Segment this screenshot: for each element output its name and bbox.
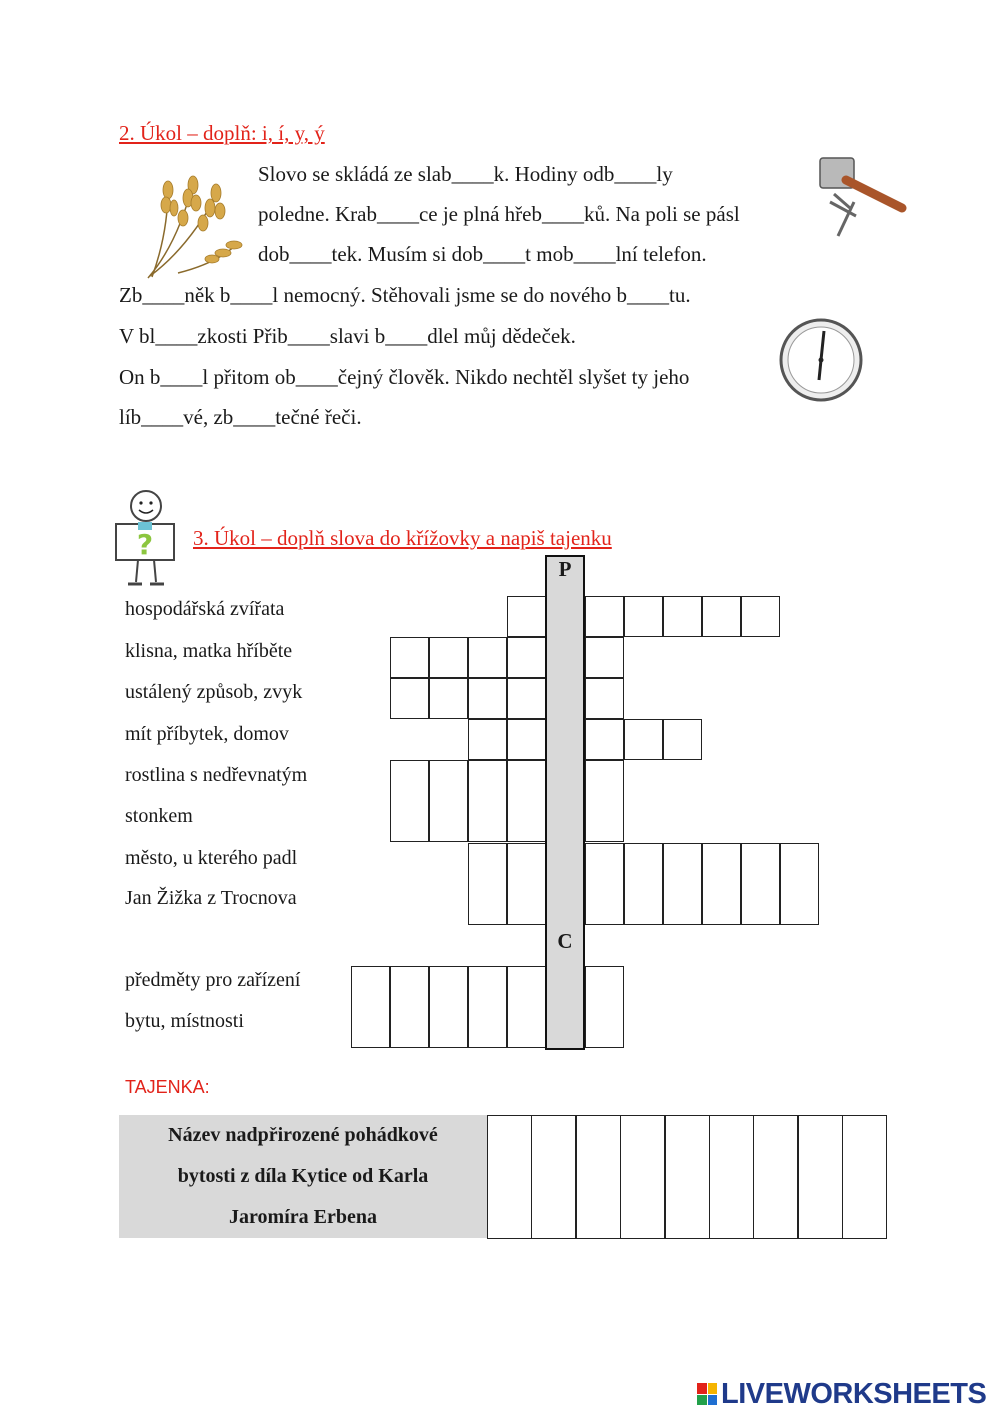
- solution-letter-c: C: [557, 929, 573, 953]
- task2-line-3: dob____tek. Musím si dob____t mob____lní telefon.: [258, 242, 707, 266]
- crossword-cell[interactable]: [663, 719, 702, 760]
- crossword-cell[interactable]: [468, 719, 507, 760]
- crossword-cell[interactable]: [390, 966, 429, 1048]
- task2-line-6: On b____l přitom ob____čejný člověk. Nikdo nechtěl slyšet ty jeho: [119, 365, 690, 389]
- tajenka-cell[interactable]: [665, 1115, 710, 1239]
- task3-title: 3. Úkol – doplň slova do křížovky a napiš tajenku: [193, 526, 612, 550]
- clue-4: mít příbytek, domov: [125, 723, 289, 745]
- question-figure-icon: [110, 488, 182, 588]
- crossword-cell[interactable]: [702, 843, 741, 925]
- crossword-cell[interactable]: [585, 596, 624, 637]
- crossword-cell[interactable]: [624, 843, 663, 925]
- crossword-cell[interactable]: [624, 719, 663, 760]
- solution-letter-p: P: [558, 557, 572, 581]
- hammer-icon: [816, 150, 908, 242]
- task2-title: 2. Úkol – doplň: i, í, y, ý: [119, 121, 325, 145]
- task2-line-2: poledne. Krab____ce je plná hřeb____ků. Na poli se pásl: [258, 202, 740, 226]
- clue-6a: město, u kterého padl: [125, 847, 298, 869]
- crossword-cell[interactable]: [468, 843, 507, 925]
- clue-6b: Jan Žižka z Trocnova: [125, 887, 297, 909]
- crossword-cell[interactable]: [507, 843, 546, 925]
- crossword-cell[interactable]: [507, 637, 546, 678]
- crossword-cell[interactable]: [507, 678, 546, 719]
- clue-7b: bytu, místnosti: [125, 1010, 244, 1032]
- tajenka-question-line-1: Název nadpřirozené pohádkové: [168, 1124, 438, 1146]
- crossword-cell[interactable]: [507, 719, 546, 760]
- clue-1: hospodářská zvířata: [125, 598, 285, 620]
- tajenka-cell[interactable]: [531, 1115, 576, 1239]
- crossword-cell[interactable]: [429, 966, 468, 1048]
- liveworksheets-logo: [697, 1378, 986, 1410]
- crossword-cell[interactable]: [780, 843, 819, 925]
- svg-text:?: ?: [136, 528, 154, 561]
- crossword-cell[interactable]: [429, 678, 468, 719]
- clue-3: ustálený způsob, zvyk: [125, 681, 303, 703]
- wheat-icon: [138, 163, 248, 283]
- clock-icon: [778, 317, 864, 403]
- clue-5a: rostlina s nedřevnatým: [125, 764, 308, 786]
- crossword-cell[interactable]: [390, 678, 429, 719]
- crossword-cell[interactable]: [741, 843, 780, 925]
- solution-column: [545, 555, 585, 1050]
- crossword-cell[interactable]: [585, 678, 624, 719]
- crossword-cell[interactable]: [507, 760, 546, 842]
- crossword-cell[interactable]: [351, 966, 390, 1048]
- crossword-cell[interactable]: [468, 637, 507, 678]
- crossword-cell[interactable]: [585, 637, 624, 678]
- task2-line-1: Slovo se skládá ze slab____k. Hodiny odb____ly: [258, 162, 673, 186]
- crossword-cell[interactable]: [468, 760, 507, 842]
- crossword-cell[interactable]: [663, 596, 702, 637]
- tajenka-question-line-2: bytosti z díla Kytice od Karla: [177, 1165, 429, 1187]
- task2-line-5: V bl____zkosti Přib____slavi b____dlel můj dědeček.: [119, 324, 576, 348]
- task2-line-4: Zb____něk b____l nemocný. Stěhovali jsme se do nového b____tu.: [119, 283, 691, 307]
- logo-text: LIVEWORKSHEETS: [721, 1377, 987, 1410]
- crossword-cell[interactable]: [468, 966, 507, 1048]
- crossword-cell[interactable]: [741, 596, 780, 637]
- crossword-cell[interactable]: [507, 596, 546, 637]
- logo-mark-icon: [697, 1383, 717, 1405]
- tajenka-cell[interactable]: [798, 1115, 843, 1239]
- crossword-cell[interactable]: [585, 843, 624, 925]
- clue-2: klisna, matka hříběte: [125, 640, 293, 662]
- tajenka-cell[interactable]: [487, 1115, 532, 1239]
- crossword-cell[interactable]: [390, 637, 429, 678]
- tajenka-question: [119, 1115, 487, 1238]
- crossword-cell[interactable]: [624, 596, 663, 637]
- clue-7a: předměty pro zařízení: [125, 969, 301, 991]
- tajenka-cell[interactable]: [709, 1115, 754, 1239]
- crossword-cell[interactable]: [585, 719, 624, 760]
- tajenka-cell[interactable]: [620, 1115, 665, 1239]
- tajenka-cell[interactable]: [576, 1115, 621, 1239]
- clue-5b: stonkem: [125, 805, 193, 827]
- crossword-cell[interactable]: [390, 760, 429, 842]
- crossword-cell[interactable]: [429, 760, 468, 842]
- crossword-cell[interactable]: [585, 966, 624, 1048]
- crossword-cell[interactable]: [702, 596, 741, 637]
- task2-line-7: líb____vé, zb____tečné řeči.: [119, 405, 362, 429]
- tajenka-question-line-3: Jaromíra Erbena: [229, 1206, 377, 1228]
- crossword-cell[interactable]: [429, 637, 468, 678]
- crossword-cell[interactable]: [663, 843, 702, 925]
- tajenka-cell[interactable]: [842, 1115, 887, 1239]
- crossword-cell[interactable]: [585, 760, 624, 842]
- crossword-cell[interactable]: [468, 678, 507, 719]
- crossword-cell[interactable]: [507, 966, 546, 1048]
- tajenka-label: TAJENKA:: [125, 1077, 210, 1097]
- tajenka-cell[interactable]: [753, 1115, 798, 1239]
